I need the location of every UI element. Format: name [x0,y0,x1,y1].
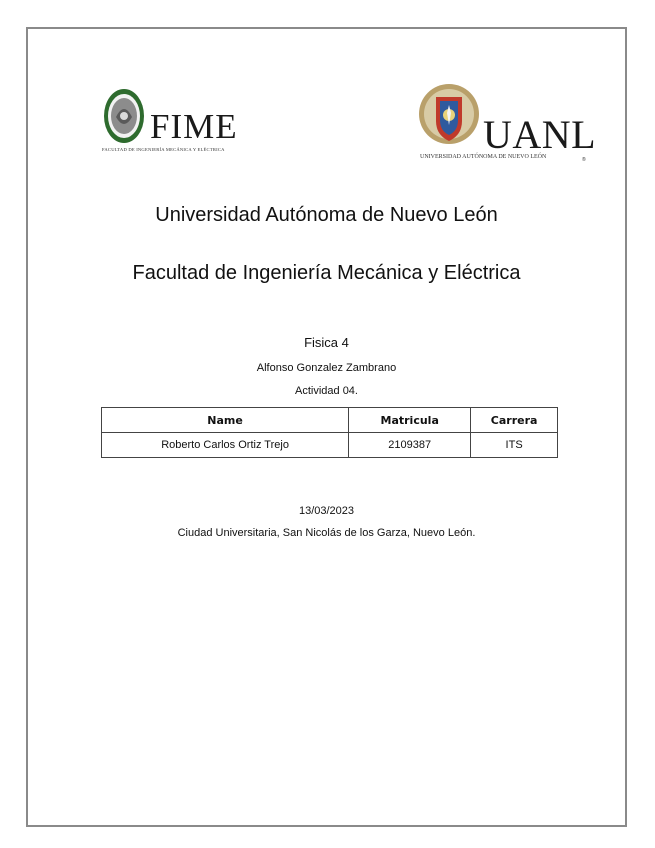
student-info-table [101,407,558,458]
fime-subtitle: FACULTAD DE INGENIERÍA MECÁNICA Y ELÉCTRICA [102,147,225,152]
uanl-logo [418,83,597,165]
header-carrera: Carrera [471,408,558,433]
cell-matricula: 2109387 [349,433,471,458]
header-name: Name [102,408,349,433]
table-row [102,433,558,458]
fime-wordmark: FIME [150,107,238,146]
activity-label: Actividad 04. [295,385,358,397]
location-text: Ciudad Universitaria, San Nicolás de los Garza, Nuevo León. [177,527,476,539]
cell-carrera: ITS [471,433,558,458]
professor-name: Alfonso Gonzalez Zambrano [256,362,397,374]
fime-logo [102,85,262,157]
subject-title: Fisica 4 [304,335,349,350]
uanl-seal-icon [418,83,480,149]
table-header-row [102,408,558,433]
uanl-wordmark: UANL [483,112,597,157]
faculty-title: Facultad de Ingeniería Mecánica y Eléctrica [132,262,521,284]
document-page [26,27,627,827]
registered-mark: ® [582,157,586,163]
fime-seal-icon [102,87,146,145]
header-matricula: Matricula [349,408,471,433]
date-text: 13/03/2023 [298,505,355,517]
uanl-subtitle: UNIVERSIDAD AUTÓNOMA DE NUEVO LEÓN [420,154,547,160]
university-title: Universidad Autónoma de Nuevo León [155,204,498,226]
cell-name: Roberto Carlos Ortiz Trejo [102,433,349,458]
